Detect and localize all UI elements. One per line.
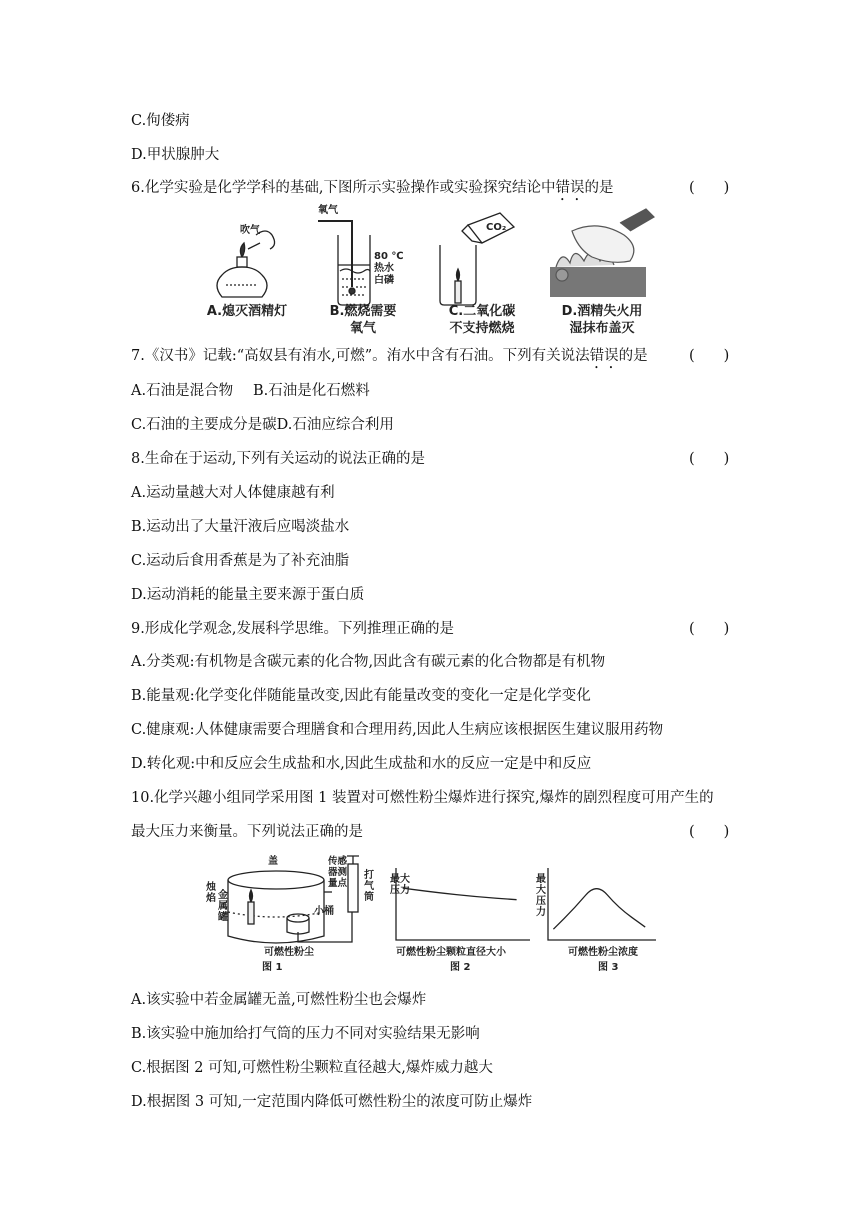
q10-option-b: B.该实验中施加给打气筒的压力不同对实验结果无影响 — [131, 1026, 480, 1042]
q10-answer-paren: ( ) — [689, 824, 730, 840]
chart-2-line — [403, 888, 517, 900]
q8-answer-paren: ( ) — [689, 451, 730, 467]
chart-3 — [548, 868, 656, 940]
chart-3-ylabel: 最大压力 — [536, 874, 546, 918]
chart-2 — [396, 868, 530, 940]
chart-3-axes — [548, 868, 656, 940]
caption-d-line1: D.酒精失火用 — [561, 304, 643, 319]
label-white-phosphorus: 白磷 — [374, 275, 394, 286]
caption-c-line1: C.二氧化碳 — [448, 304, 516, 319]
beaker-icon — [318, 221, 370, 305]
q6-stem-end: 的是 — [584, 180, 614, 196]
q9-option-b: B.能量观:化学变化伴随能量改变,因此有能量改变的变化一定是化学变化 — [131, 688, 591, 704]
q10-option-c: C.根据图 2 可知,可燃性粉尘颗粒直径越大,爆炸威力越大 — [131, 1060, 493, 1076]
caption-c-line2: 不支持燃烧 — [449, 321, 515, 336]
q8-stem: 8.生命在于运动,下列有关运动的说法正确的是 — [131, 451, 425, 467]
chart-2-ylabel: 最大压力 — [390, 874, 410, 896]
chart-2-title: 图 2 — [450, 962, 471, 973]
label-hot-water: 热水 — [374, 263, 394, 274]
q7-option-b: B.石油是化石燃料 — [253, 383, 370, 399]
q7-stem-end: 的是 — [618, 348, 648, 364]
q6-stem-text: 6.化学实验是化学学科的基础,下图所示实验操作或实验探究结论中 — [131, 180, 556, 196]
q7-answer-paren: ( ) — [689, 348, 730, 364]
q9-option-c: C.健康观:人体健康需要合理膳食和合理用药,因此人生病应该根据医生建议服用药物 — [131, 722, 664, 738]
chart-3-title: 图 3 — [598, 962, 619, 973]
q6-stem — [131, 178, 613, 204]
q10-stem-line2: 最大压力来衡量。下列说法正确的是 — [131, 824, 363, 840]
q7-stem-text: 7.《汉书》记载:“高奴县有洧水,可燃”。洧水中含有石油。下列有关说法 — [131, 348, 590, 364]
label-dust: 可燃性粉尘 — [264, 947, 314, 958]
label-sensor: 传感器测量点 — [328, 856, 348, 889]
q8-option-a: A.运动量越大对人体健康越有利 — [131, 485, 335, 501]
q9-option-d: D.转化观:中和反应会生成盐和水,因此生成盐和水的反应一定是中和反应 — [131, 756, 592, 772]
q6-emphasis: 错误 — [555, 180, 585, 196]
label-can: 金属罐 — [218, 890, 228, 923]
q10-stem-line1: 10.化学兴趣小组同学采用图 1 装置对可燃性粉尘爆炸进行探究,爆炸的剧烈程度可用产生的 — [131, 790, 714, 806]
q5-option-c: C.佝偻病 — [131, 113, 190, 129]
label-fig1: 图 1 — [262, 962, 283, 973]
q8-option-d: D.运动消耗的能量主要来源于蛋白质 — [131, 587, 365, 603]
caption-b-line1: B.燃烧需要 — [329, 304, 397, 319]
chart-2-xlabel: 可燃性粉尘颗粒直径大小 — [396, 947, 506, 958]
q7-stem — [131, 346, 648, 372]
q7-option-a: A.石油是混合物 — [131, 383, 234, 399]
q8-option-b: B.运动出了大量汗液后应喝淡盐水 — [131, 519, 350, 535]
q7-emphasis: 错误 — [589, 348, 619, 364]
label-temp: 80 ℃ — [374, 251, 404, 262]
q9-answer-paren: ( ) — [689, 621, 730, 637]
fire-cloth-icon — [550, 209, 654, 297]
label-lid: 盖 — [268, 856, 278, 867]
q5-option-d: D.甲状腺肿大 — [131, 147, 220, 163]
caption-b-line2: 氧气 — [349, 321, 376, 336]
q10-option-d: D.根据图 3 可知,一定范围内降低可燃性粉尘的浓度可防止爆炸 — [131, 1094, 533, 1110]
label-bucket: 小桶 — [314, 906, 334, 917]
chart-3-xlabel: 可燃性粉尘浓度 — [568, 947, 638, 958]
caption-a: A.熄灭酒精灯 — [206, 304, 288, 319]
alcohol-lamp-icon — [217, 231, 275, 297]
caption-c — [434, 303, 530, 337]
chart-2-axes — [396, 868, 530, 940]
caption-d — [550, 303, 654, 337]
caption-d-line2: 湿抹布盖灭 — [569, 321, 635, 336]
q8-option-c: C.运动后食用香蕉是为了补充油脂 — [131, 553, 350, 569]
q10-figure-svg — [200, 852, 660, 977]
label-pump: 打气筒 — [364, 870, 374, 903]
chart-3-line — [553, 889, 645, 930]
q9-option-a: A.分类观:有机物是含碳元素的化合物,因此含有碳元素的化合物都是有机物 — [131, 654, 606, 670]
q10-option-a: A.该实验中若金属罐无盖,可燃性粉尘也会爆炸 — [131, 992, 427, 1008]
label-candle: 烛焰 — [206, 882, 216, 904]
caption-b — [318, 303, 408, 337]
q6-figure — [200, 205, 660, 335]
q6-answer-paren: ( ) — [689, 180, 730, 196]
q10-figure — [200, 852, 660, 977]
label-co2: CO₂ — [486, 222, 507, 233]
q9-stem: 9.形成化学观念,发展科学思维。下列推理正确的是 — [131, 621, 454, 637]
q7-option-cd: C.石油的主要成分是碳D.石油应综合利用 — [131, 417, 394, 433]
label-blow: 吹气 — [240, 225, 260, 236]
label-oxygen: 氧气 — [318, 205, 338, 216]
